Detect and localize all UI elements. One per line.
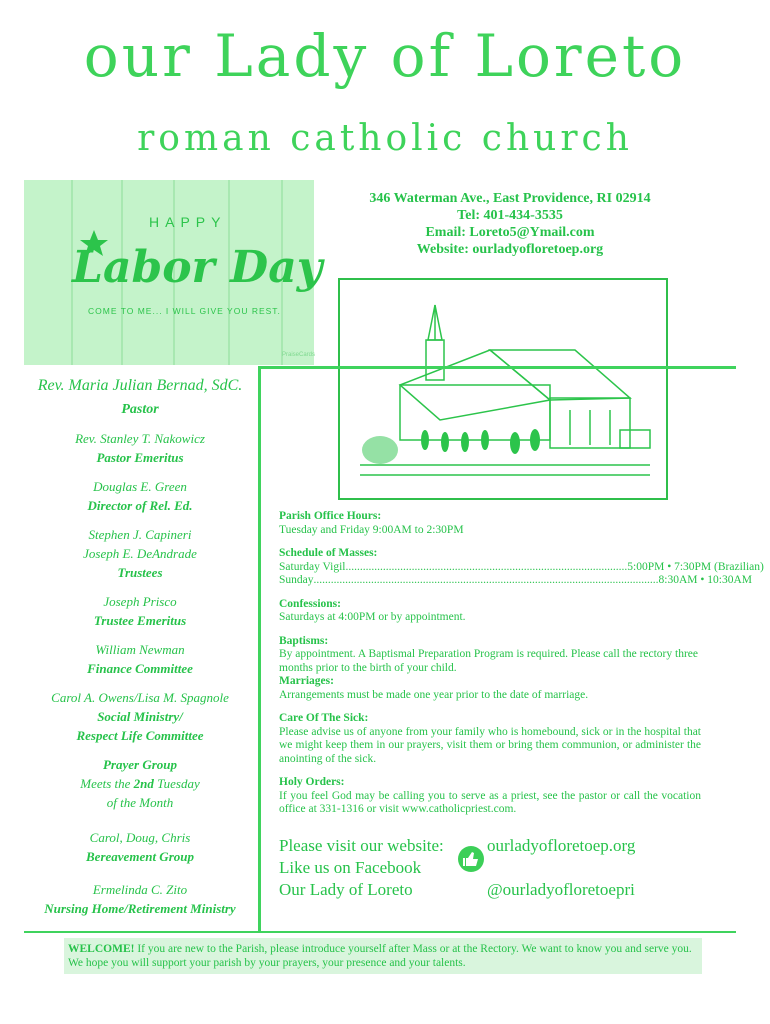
- saturday-mass-line: Saturday Vigil .................................................................................................. 5:00PM • 7:30PM (Brazilian): [279, 560, 764, 573]
- staff-column: [24, 376, 256, 928]
- pastor-name: Rev. Maria Julian Bernad, SdC.: [37, 377, 243, 394]
- banner-happy: HAPPY: [149, 214, 227, 230]
- finance-name: William Newman: [95, 642, 185, 657]
- social-role-2: Respect Life Committee: [76, 728, 204, 743]
- emeritus-name: Rev. Stanley T. Nakowicz: [75, 431, 205, 446]
- divider-top: [258, 366, 736, 369]
- marriages-text: Arrangements must be made one year prior to the date of marriage.: [279, 688, 589, 701]
- nursing-role: Nursing Home/Retirement Ministry: [44, 901, 236, 916]
- confessions-heading: Confessions:: [279, 597, 341, 610]
- welcome-box: [64, 938, 702, 974]
- baptisms-heading: Baptisms:: [279, 634, 329, 647]
- dre-role: Director of Rel. Ed.: [87, 498, 193, 513]
- thumbs-up-icon[interactable]: [458, 846, 484, 872]
- marriages-heading: Marriages:: [279, 675, 334, 687]
- visit-section: [279, 835, 709, 901]
- parish-info: [279, 510, 764, 827]
- labor-day-banner: [24, 180, 323, 365]
- pastor-role: Pastor: [121, 402, 159, 417]
- welcome-heading: WELCOME!: [68, 943, 135, 955]
- emeritus-role: Pastor Emeritus: [96, 450, 184, 465]
- bereavement-names: Carol, Doug, Chris: [89, 830, 191, 845]
- church-drawing: [340, 280, 666, 498]
- divider-vertical: [258, 366, 261, 931]
- address: 346 Waterman Ave., East Providence, RI 02914: [369, 191, 651, 206]
- social-role-1: Social Ministry/: [97, 709, 183, 724]
- dre-name: Douglas E. Green: [93, 479, 187, 494]
- trustees-role: Trustees: [117, 565, 163, 580]
- divider-bottom: [24, 931, 736, 933]
- telephone: Tel: 401-434-3535: [457, 208, 563, 223]
- visit-website-label: Please visit our website:: [279, 836, 444, 855]
- care-of-sick-text: Please advise us of anyone from your family who is homebound, sick or in the hospital that we might keep them in our prayers, visit them or bring them communion, or administer the anointing of the sick.: [279, 725, 701, 765]
- prayer-meets-line-1: Meets the 2nd Tuesday: [80, 776, 200, 791]
- banner-tagline: COME TO ME... I WILL GIVE YOU REST.: [88, 306, 281, 316]
- website: Website: ourladyofloretoep.org: [416, 242, 604, 257]
- masses-heading: Schedule of Masses:: [279, 547, 378, 559]
- church-title: our Lady of Loreto: [83, 22, 687, 90]
- website-link[interactable]: ourladyofloretoep.org: [487, 836, 636, 855]
- prayer-meets-line-2: of the Month: [106, 795, 174, 810]
- email: Email: Loreto5@Ymail.com: [425, 225, 595, 240]
- care-of-sick-heading: Care Of The Sick:: [279, 712, 369, 724]
- church-illustration: [338, 278, 668, 500]
- nursing-name: Ermelinda C. Zito: [92, 882, 188, 897]
- church-subtitle: roman catholic church: [137, 118, 633, 159]
- trustee-emeritus-name: Joseph Prisco: [103, 594, 177, 609]
- facebook-handle-link[interactable]: @ourladyofloretoepri: [487, 880, 635, 899]
- welcome-text: If you are new to the Parish, please introduce yourself after Mass or at the Rectory. We want to know you and serve you. We hope you will support your parish by your prayers, your presence and your talents.: [68, 943, 692, 969]
- trustee-emeritus-role: Trustee Emeritus: [93, 613, 187, 628]
- holy-orders-text: If you feel God may be calling you to serve as a priest, see the pastor or call the vocation office at 331-1316 or visit www.catholicpriest.com.: [279, 789, 701, 815]
- sunday-mass-line: Sunday ........................................................................................................................ 8:30AM • 10:30AM: [279, 574, 752, 586]
- trustee-name-2: Joseph E. DeAndrade: [83, 546, 197, 561]
- banner-labor-day: Labor Day: [72, 242, 323, 293]
- office-hours-text: Tuesday and Friday 9:00AM to 2:30PM: [279, 523, 464, 536]
- banner-credit: PraiseCards: [282, 352, 316, 358]
- holy-orders-heading: Holy Orders:: [279, 776, 345, 788]
- finance-role: Finance Committee: [87, 661, 193, 676]
- baptisms-text: By appointment. A Baptismal Preparation Program is required. Please call the rectory three months prior to the birth of your child.: [279, 648, 698, 674]
- facebook-label: Like us on Facebook: [279, 858, 422, 877]
- social-names: Carol A. Owens/Lisa M. Spagnole: [51, 690, 229, 705]
- office-hours-heading: Parish Office Hours:: [279, 510, 382, 522]
- facebook-page-name: Our Lady of Loreto: [279, 880, 413, 899]
- bereavement-role: Bereavement Group: [86, 849, 194, 864]
- trustee-name-1: Stephen J. Capineri: [88, 527, 192, 542]
- contact-block: [320, 190, 700, 258]
- confessions-text: Saturdays at 4:00PM or by appointment.: [279, 611, 466, 623]
- prayer-group-role: Prayer Group: [102, 757, 178, 772]
